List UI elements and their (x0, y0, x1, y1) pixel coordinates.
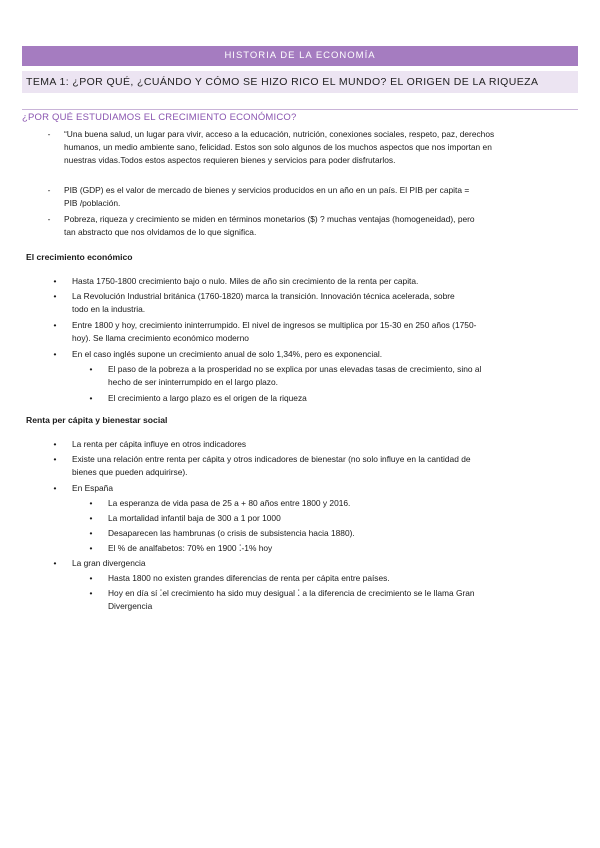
text-line: El crecimiento a largo plazo es el origen de la riqueza (108, 393, 307, 403)
list-item-text (108, 587, 475, 613)
text-line: hecho de ser ininterrumpido en el largo plazo. (108, 377, 278, 387)
dot-marker: • (53, 276, 57, 286)
dot-marker: • (89, 498, 93, 508)
dot-marker: • (89, 543, 93, 553)
text-line: humanos, un medio ambiente sano, felicidad. Estos son solo algunos de los muchos aspectos que nos importan en (64, 142, 492, 152)
dot-marker: • (89, 588, 93, 598)
dot-marker: • (89, 513, 93, 523)
dot-marker: • (53, 454, 57, 464)
list-item-text (64, 213, 475, 239)
dash-marker: - (47, 129, 51, 139)
text-line: La mortalidad infantil baja de 300 a 1 por 1000 (108, 513, 281, 523)
text-line: El paso de la pobreza a la prosperidad no se explica por unas elevadas tasas de crecimiento, sino al (108, 364, 482, 374)
list-item-text (72, 453, 471, 479)
topic-title: TEMA 1: ¿POR QUÉ, ¿CUÁNDO Y CÓMO SE HIZO RICO EL MUNDO? EL ORIGEN DE LA RIQUEZA (22, 71, 578, 93)
text-line: nuestras vidas.Todos estos aspectos requieren bienes y servicios para poder disfrutarlos. (64, 155, 396, 165)
text-line: La renta per cápita influye en otros indicadores (72, 439, 247, 449)
text-line: En España (72, 483, 113, 493)
list-item-text (108, 527, 355, 540)
list-item-text (108, 497, 350, 510)
text-line: Desaparecen las hambrunas (o crisis de subsistencia hacia 1880). (108, 528, 355, 538)
text-line: Entre 1800 y hoy, crecimiento ininterrumpido. El nivel de ingresos se multiplica por 15-30 en 250 años (1750- (72, 320, 477, 330)
list-item-text (64, 184, 469, 210)
dash-marker: - (47, 214, 51, 224)
text-line: Hoy en día sí ⁚el crecimiento ha sido muy desigual ⁚ a la diferencia de crecimiento se le llama Gran (108, 588, 475, 598)
dot-marker: • (53, 483, 57, 493)
list-item-text (108, 572, 390, 585)
text-line: tan abstracto que nos olvidamos de lo que significa. (64, 227, 257, 237)
list-item-text (108, 392, 307, 405)
text-line: Hasta 1800 no existen grandes diferencias de renta per cápita entre países. (108, 573, 390, 583)
text-line: “Una buena salud, un lugar para vivir, acceso a la educación, nutrición, conexiones sociales, respeto, paz, derechos (64, 129, 495, 139)
section-heading: ¿POR QUÉ ESTUDIAMOS EL CRECIMIENTO ECONÓMICO? (22, 109, 578, 126)
course-banner: HISTORIA DE LA ECONOMÍA (22, 46, 578, 66)
text-line: Pobreza, riqueza y crecimiento se miden en términos monetarios ($) ? muchas ventajas (homogeneidad), pero (64, 214, 475, 224)
text-line: PIB /población. (64, 198, 121, 208)
list-item-text (72, 290, 455, 316)
dot-marker: • (53, 320, 57, 330)
text-line: La gran divergencia (72, 558, 146, 568)
text-line: bienes que pueden adquirirse). (72, 467, 188, 477)
list-item-text (72, 557, 146, 570)
list-item-text (64, 128, 494, 167)
dot-marker: • (89, 364, 93, 374)
text-line: En el caso inglés supone un crecimiento anual de solo 1,34%, pero es exponencial. (72, 349, 383, 359)
dash-marker: - (47, 185, 51, 195)
text-line: PIB (GDP) es el valor de mercado de bienes y servicios producidos en un año en un país. El PIB per capita = (64, 185, 470, 195)
dot-marker: • (89, 528, 93, 538)
list-item-text (72, 275, 418, 288)
text-line: Divergencia (108, 601, 153, 611)
dot-marker: • (89, 573, 93, 583)
dot-marker: • (53, 349, 57, 359)
text-line: todo en la industria. (72, 304, 146, 314)
text-line: El % de analfabetos: 70% en 1900 ⁚-1% hoy (108, 543, 273, 553)
dot-marker: • (53, 439, 57, 449)
text-line: hoy). Se llama crecimiento económico moderno (72, 333, 249, 343)
text-line: La esperanza de vida pasa de 25 a + 80 años entre 1800 y 2016. (108, 498, 351, 508)
subsection-heading-crecimiento: El crecimiento económico (26, 252, 133, 262)
list-item-text (108, 542, 272, 555)
list-item-text (72, 482, 113, 495)
subsection-heading-renta: Renta per cápita y bienestar social (26, 415, 168, 425)
text-line: Existe una relación entre renta per cápita y otros indicadores de bienestar (no solo influye en la cantidad de (72, 454, 471, 464)
dot-marker: • (53, 558, 57, 568)
list-item-text (108, 512, 281, 525)
list-item-text (72, 438, 246, 451)
text-line: La Revolución Industrial británica (1760-1820) marca la transición. Innovación técnica acelerada, sobre (72, 291, 455, 301)
list-item-text (108, 363, 481, 389)
dot-marker: • (89, 393, 93, 403)
text-line: Hasta 1750-1800 crecimiento bajo o nulo. Miles de año sin crecimiento de la renta per capita. (72, 276, 419, 286)
dot-marker: • (53, 291, 57, 301)
list-item-text (72, 348, 382, 361)
list-item-text (72, 319, 476, 345)
